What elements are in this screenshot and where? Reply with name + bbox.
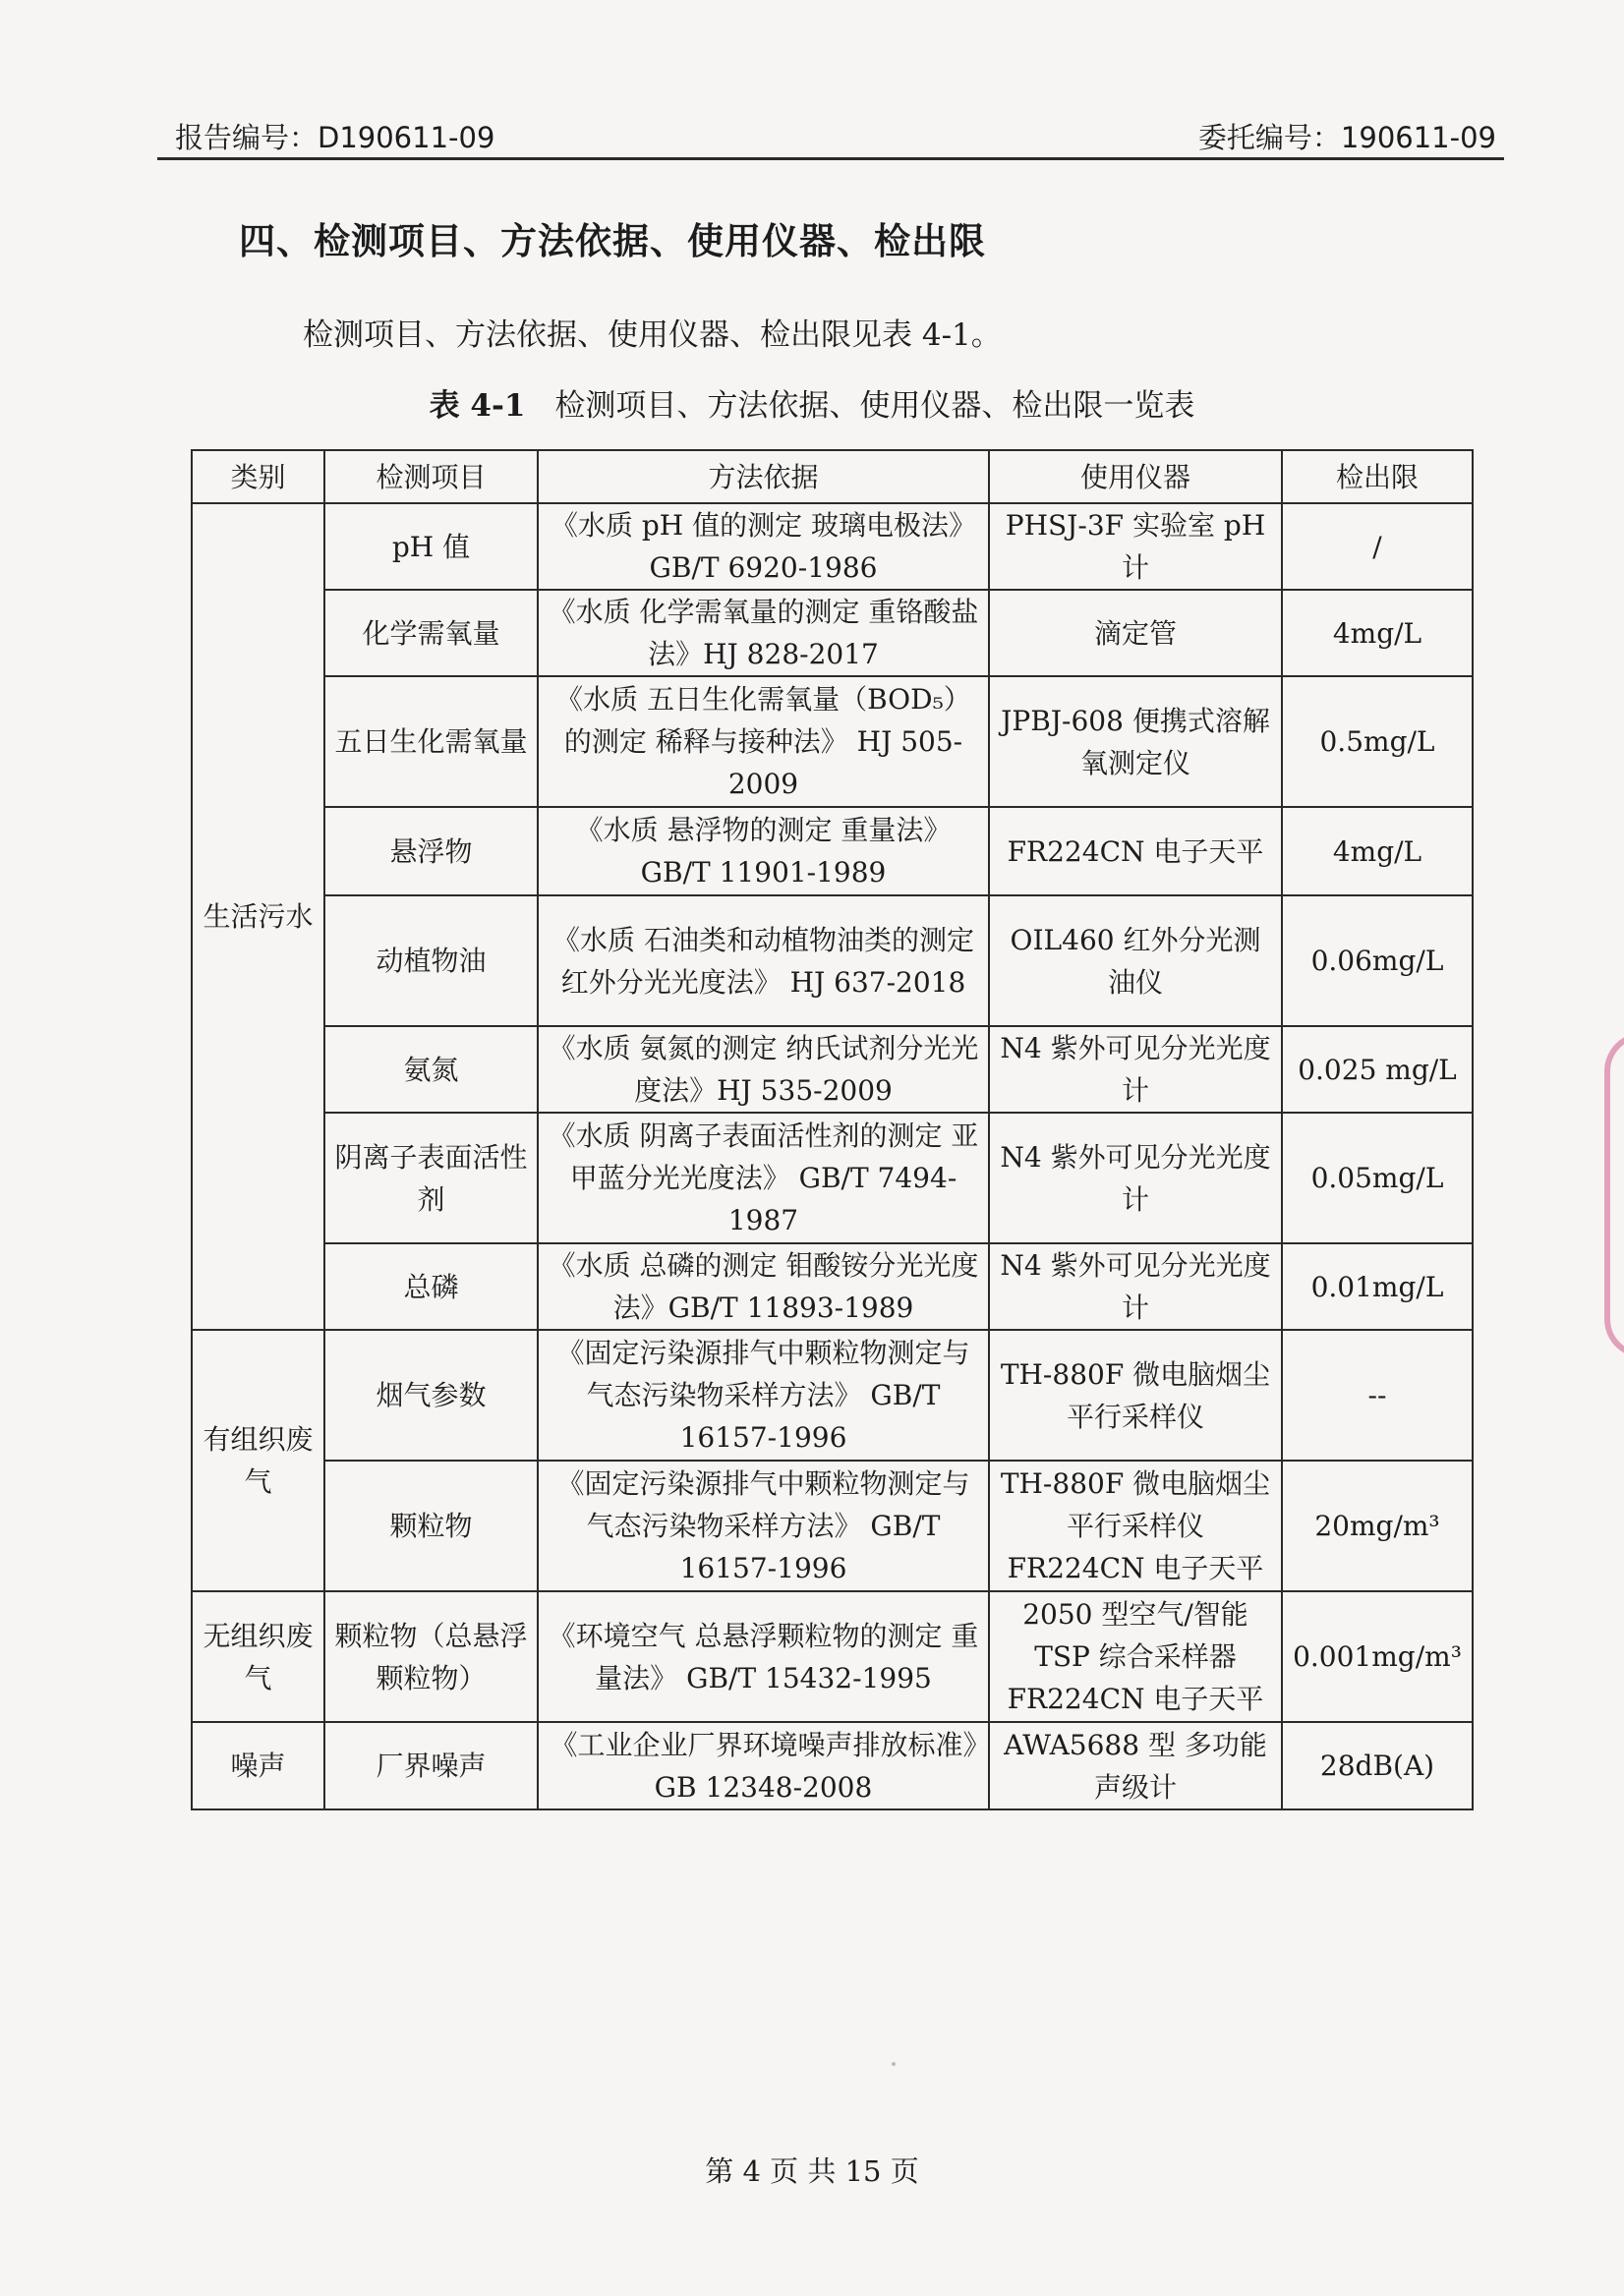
table-caption <box>0 380 1624 425</box>
method-cell: 《固定污染源排气中颗粒物测定与气态污染物采样方法》 GB/T 16157-1996 <box>538 1330 989 1461</box>
table-row <box>192 676 1473 807</box>
limit-cell: 4mg/L <box>1282 590 1473 676</box>
limit-cell: 0.001mg/m³ <box>1282 1591 1473 1722</box>
table-caption-text: 检测项目、方法依据、使用仪器、检出限一览表 <box>554 388 1195 424</box>
limit-cell: 0.01mg/L <box>1282 1243 1473 1330</box>
table-row <box>192 503 1473 590</box>
report-number: 报告编号：D190611-09 <box>175 121 495 154</box>
table-row <box>192 1243 1473 1330</box>
section-title: 四、检测项目、方法依据、使用仪器、检出限 <box>239 220 986 262</box>
header-instrument: 使用仪器 <box>989 450 1282 503</box>
header-method: 方法依据 <box>538 450 989 503</box>
category-cell: 有组织废气 <box>192 1330 324 1591</box>
item-cell: 氨氮 <box>324 1026 538 1113</box>
category-cell: 生活污水 <box>192 503 324 1330</box>
limit-cell: -- <box>1282 1330 1473 1461</box>
instrument-cell: OIL460 红外分光测油仪 <box>989 895 1282 1026</box>
table-row <box>192 1461 1473 1591</box>
instrument-cell: PHSJ-3F 实验室 pH 计 <box>989 503 1282 590</box>
table-row <box>192 1026 1473 1113</box>
item-cell: 颗粒物（总悬浮颗粒物） <box>324 1591 538 1722</box>
table-row <box>192 807 1473 895</box>
table-row <box>192 1330 1473 1461</box>
method-cell: 《固定污染源排气中颗粒物测定与气态污染物采样方法》 GB/T 16157-1996 <box>538 1461 989 1591</box>
category-cell: 无组织废气 <box>192 1591 324 1722</box>
item-cell: 厂界噪声 <box>324 1722 538 1809</box>
method-cell: 《水质 pH 值的测定 玻璃电极法》 GB/T 6920-1986 <box>538 503 989 590</box>
table-row <box>192 1591 1473 1722</box>
method-cell: 《环境空气 总悬浮颗粒物的测定 重量法》 GB/T 15432-1995 <box>538 1591 989 1722</box>
item-cell: pH 值 <box>324 503 538 590</box>
table-row <box>192 895 1473 1026</box>
table-header-row <box>192 450 1473 503</box>
instrument-cell: 2050 型空气/智能 TSP 综合采样器 FR224CN 电子天平 <box>989 1591 1282 1722</box>
limit-cell: 20mg/m³ <box>1282 1461 1473 1591</box>
item-cell: 阴离子表面活性剂 <box>324 1113 538 1243</box>
item-cell: 烟气参数 <box>324 1330 538 1461</box>
instrument-cell: FR224CN 电子天平 <box>989 807 1282 895</box>
limit-cell: 0.06mg/L <box>1282 895 1473 1026</box>
limit-cell: 0.025 mg/L <box>1282 1026 1473 1113</box>
intro-paragraph: 检测项目、方法依据、使用仪器、检出限见表 4-1。 <box>303 317 1002 353</box>
page-footer: 第 4 页 共 15 页 <box>705 2154 919 2188</box>
item-cell: 颗粒物 <box>324 1461 538 1591</box>
limit-cell: 4mg/L <box>1282 807 1473 895</box>
method-cell: 《水质 阴离子表面活性剂的测定 亚甲蓝分光光度法》 GB/T 7494-1987 <box>538 1113 989 1243</box>
method-cell: 《水质 五日生化需氧量（BOD₅）的测定 稀释与接种法》 HJ 505-2009 <box>538 676 989 807</box>
limit-cell: 28dB(A) <box>1282 1722 1473 1809</box>
item-cell: 动植物油 <box>324 895 538 1026</box>
item-cell: 化学需氧量 <box>324 590 538 676</box>
instrument-cell: JPBJ-608 便携式溶解氧测定仪 <box>989 676 1282 807</box>
item-cell: 总磷 <box>324 1243 538 1330</box>
method-cell: 《工业企业厂界环境噪声排放标准》GB 12348-2008 <box>538 1722 989 1809</box>
instrument-cell: N4 紫外可见分光光度计 <box>989 1026 1282 1113</box>
limit-cell: 0.5mg/L <box>1282 676 1473 807</box>
method-cell: 《水质 总磷的测定 钼酸铵分光光度法》GB/T 11893-1989 <box>538 1243 989 1330</box>
method-cell: 《水质 悬浮物的测定 重量法》 GB/T 11901-1989 <box>538 807 989 895</box>
seal-stamp-fragment <box>1604 1032 1624 1358</box>
limit-cell: / <box>1282 503 1473 590</box>
table-caption-label: 表 4-1 <box>429 388 526 424</box>
limit-cell: 0.05mg/L <box>1282 1113 1473 1243</box>
header-category: 类别 <box>192 450 324 503</box>
commission-number: 委托编号：190611-09 <box>1197 121 1496 154</box>
instrument-cell: N4 紫外可见分光光度计 <box>989 1243 1282 1330</box>
instrument-cell: TH-880F 微电脑烟尘平行采样仪 FR224CN 电子天平 <box>989 1461 1282 1591</box>
method-table <box>191 449 1474 1810</box>
scan-speck <box>892 2062 896 2066</box>
page-header <box>157 110 1504 160</box>
instrument-cell: TH-880F 微电脑烟尘平行采样仪 <box>989 1330 1282 1461</box>
table-row <box>192 590 1473 676</box>
category-cell: 噪声 <box>192 1722 324 1809</box>
instrument-cell: AWA5688 型 多功能声级计 <box>989 1722 1282 1809</box>
instrument-cell: N4 紫外可见分光光度计 <box>989 1113 1282 1243</box>
table-row <box>192 1722 1473 1809</box>
method-cell: 《水质 氨氮的测定 纳氏试剂分光光度法》HJ 535-2009 <box>538 1026 989 1113</box>
instrument-cell: 滴定管 <box>989 590 1282 676</box>
table-row <box>192 1113 1473 1243</box>
method-cell: 《水质 石油类和动植物油类的测定 红外分光光度法》 HJ 637-2018 <box>538 895 989 1026</box>
header-limit: 检出限 <box>1282 450 1473 503</box>
header-item: 检测项目 <box>324 450 538 503</box>
item-cell: 五日生化需氧量 <box>324 676 538 807</box>
item-cell: 悬浮物 <box>324 807 538 895</box>
method-cell: 《水质 化学需氧量的测定 重铬酸盐法》HJ 828-2017 <box>538 590 989 676</box>
